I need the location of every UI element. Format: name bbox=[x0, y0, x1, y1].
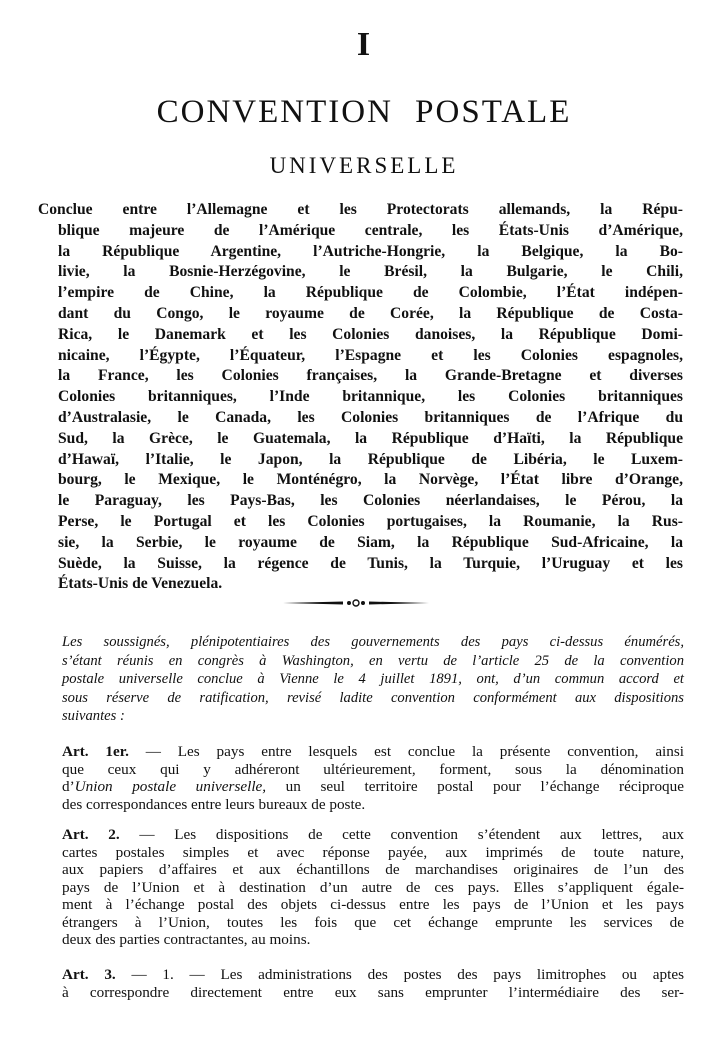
document-subtitle: UNIVERSELLE bbox=[269, 153, 459, 178]
preamble-paragraph bbox=[38, 200, 683, 595]
article-1 bbox=[62, 743, 684, 813]
preamble-line: d’Australasie, le Canada, les Colonies britanniques de l’Afrique du bbox=[58, 408, 683, 426]
article-line bbox=[62, 826, 684, 844]
article-line: à correspondre directement entre eux sans emprunter l’intermédiaire des ser- bbox=[62, 983, 684, 1001]
article-line: aux papiers d’affaires et aux échantillons de marchandises originaires de l’un des bbox=[62, 861, 684, 878]
preamble-line: Sud, la Grèce, le Guatemala, la République d’Haïti, la République bbox=[58, 429, 683, 447]
intro-paragraph bbox=[62, 633, 684, 726]
article-text: — Les pays entre lesquels est conclue la présente convention, ainsi bbox=[128, 743, 684, 760]
article-line: deux des parties contractantes, au moins. bbox=[62, 931, 311, 948]
article-heading: Art. 1er. bbox=[62, 743, 129, 760]
preamble-line: États-Unis de Venezuela. bbox=[58, 575, 223, 593]
preamble-line: livie, la Bosnie-Herzégovine, le Brésil, la Bulgarie, le Chili, bbox=[58, 263, 683, 281]
article-text: — 1. — Les administrations des postes des pays limitrophes ou aptes bbox=[115, 966, 684, 983]
article-heading: Art. 3. bbox=[62, 966, 116, 983]
intro-line: Les soussignés, plénipotentiaires des gouvernements des pays ci-dessus énumérés, bbox=[62, 634, 684, 650]
section-divider-ornament bbox=[283, 598, 429, 608]
article-heading: Art. 2. bbox=[62, 826, 120, 843]
intro-line: postale universelle conclue à Vienne le 4 juillet 1891, ont, d’un commun accord et bbox=[62, 671, 684, 687]
article-line: cartes postales simples et avec réponse payée, aux imprimés de toute nature, bbox=[62, 843, 684, 861]
preamble-line: Perse, le Portugal et les Colonies portugaises, la Roumanie, la Rus- bbox=[58, 512, 683, 530]
preamble-line: Colonies britanniques, l’Inde britannique, les Colonies britanniques bbox=[58, 388, 683, 406]
preamble-line: le Paraguay, les Pays-Bas, les Colonies néerlandaises, le Pérou, la bbox=[58, 492, 683, 510]
intro-line: suivantes : bbox=[62, 708, 125, 724]
preamble-line: dant du Congo, le royaume de Corée, la République de Costa- bbox=[58, 304, 683, 322]
article-text: un seul territoire postal pour l’échange réciproque bbox=[285, 778, 684, 795]
article-line bbox=[62, 966, 684, 984]
preamble-line: la France, les Colonies françaises, la Grande-Bretagne et diverses bbox=[58, 367, 683, 385]
preamble-line: bourg, le Mexique, le Monténégro, la Norvège, l’État libre d’Orange, bbox=[58, 471, 683, 489]
preamble-line: blique majeure de l’Amérique centrale, les États-Unis d’Amérique, bbox=[58, 221, 683, 239]
preamble-line: Suède, la Suisse, la régence de Tunis, la Turquie, l’Uruguay et les bbox=[58, 554, 683, 572]
article-line: ment à l’échange postal des objets ci-dessus entre les pays de l’Union et les pays bbox=[62, 896, 684, 913]
article-line bbox=[62, 778, 684, 796]
article-line: pays de l’Union et à destination d’un autre de ces pays. Elles s’appliquent égale- bbox=[62, 878, 684, 896]
intro-line: s’étant réunis en congrès à Washington, en vertu de l’article 25 de la convention bbox=[62, 652, 684, 669]
preamble-line: nicaine, l’Égypte, l’Équateur, l’Espagne et les Colonies espagnoles, bbox=[58, 346, 683, 364]
union-name: Union postale universelle, bbox=[74, 778, 267, 795]
preamble-line: sie, la Serbie, le royaume de Siam, la République Sud-Africaine, la bbox=[58, 533, 683, 551]
preamble-line: d’Hawaï, l’Italie, le Japon, la République de Libéria, le Luxem- bbox=[58, 450, 683, 468]
intro-line: sous réserve de ratification, revisé ladite convention conformément aux dispositions bbox=[62, 689, 684, 706]
chapter-number: I bbox=[356, 26, 372, 63]
article-line: des correspondances entre leurs bureaux de poste. bbox=[62, 795, 366, 813]
article-text: d’ bbox=[62, 778, 75, 795]
article-3 bbox=[62, 966, 684, 1001]
article-text: — Les dispositions de cette convention s’étendent aux lettres, aux bbox=[119, 826, 684, 843]
preamble-line: la République Argentine, l’Autriche-Hongrie, la Belgique, la Bo- bbox=[58, 242, 683, 260]
article-line: que ceux qui y adhéreront ultérieurement, forment, sous la dénomination bbox=[62, 760, 684, 778]
preamble-line: Rica, le Danemark et les Colonies danoises, la République Domi- bbox=[58, 325, 683, 343]
article-line bbox=[62, 743, 684, 761]
preamble-line: Conclue entre l’Allemagne et les Protectorats allemands, la Répu- bbox=[38, 201, 683, 218]
article-2 bbox=[62, 826, 684, 949]
document-title: CONVENTION POSTALE bbox=[156, 94, 572, 130]
preamble-line: l’empire de Chine, la République de Colombie, l’État indépen- bbox=[58, 284, 683, 302]
article-line: étrangers à l’Union, toutes les fois que cet échange emprunte les services de bbox=[62, 913, 684, 931]
